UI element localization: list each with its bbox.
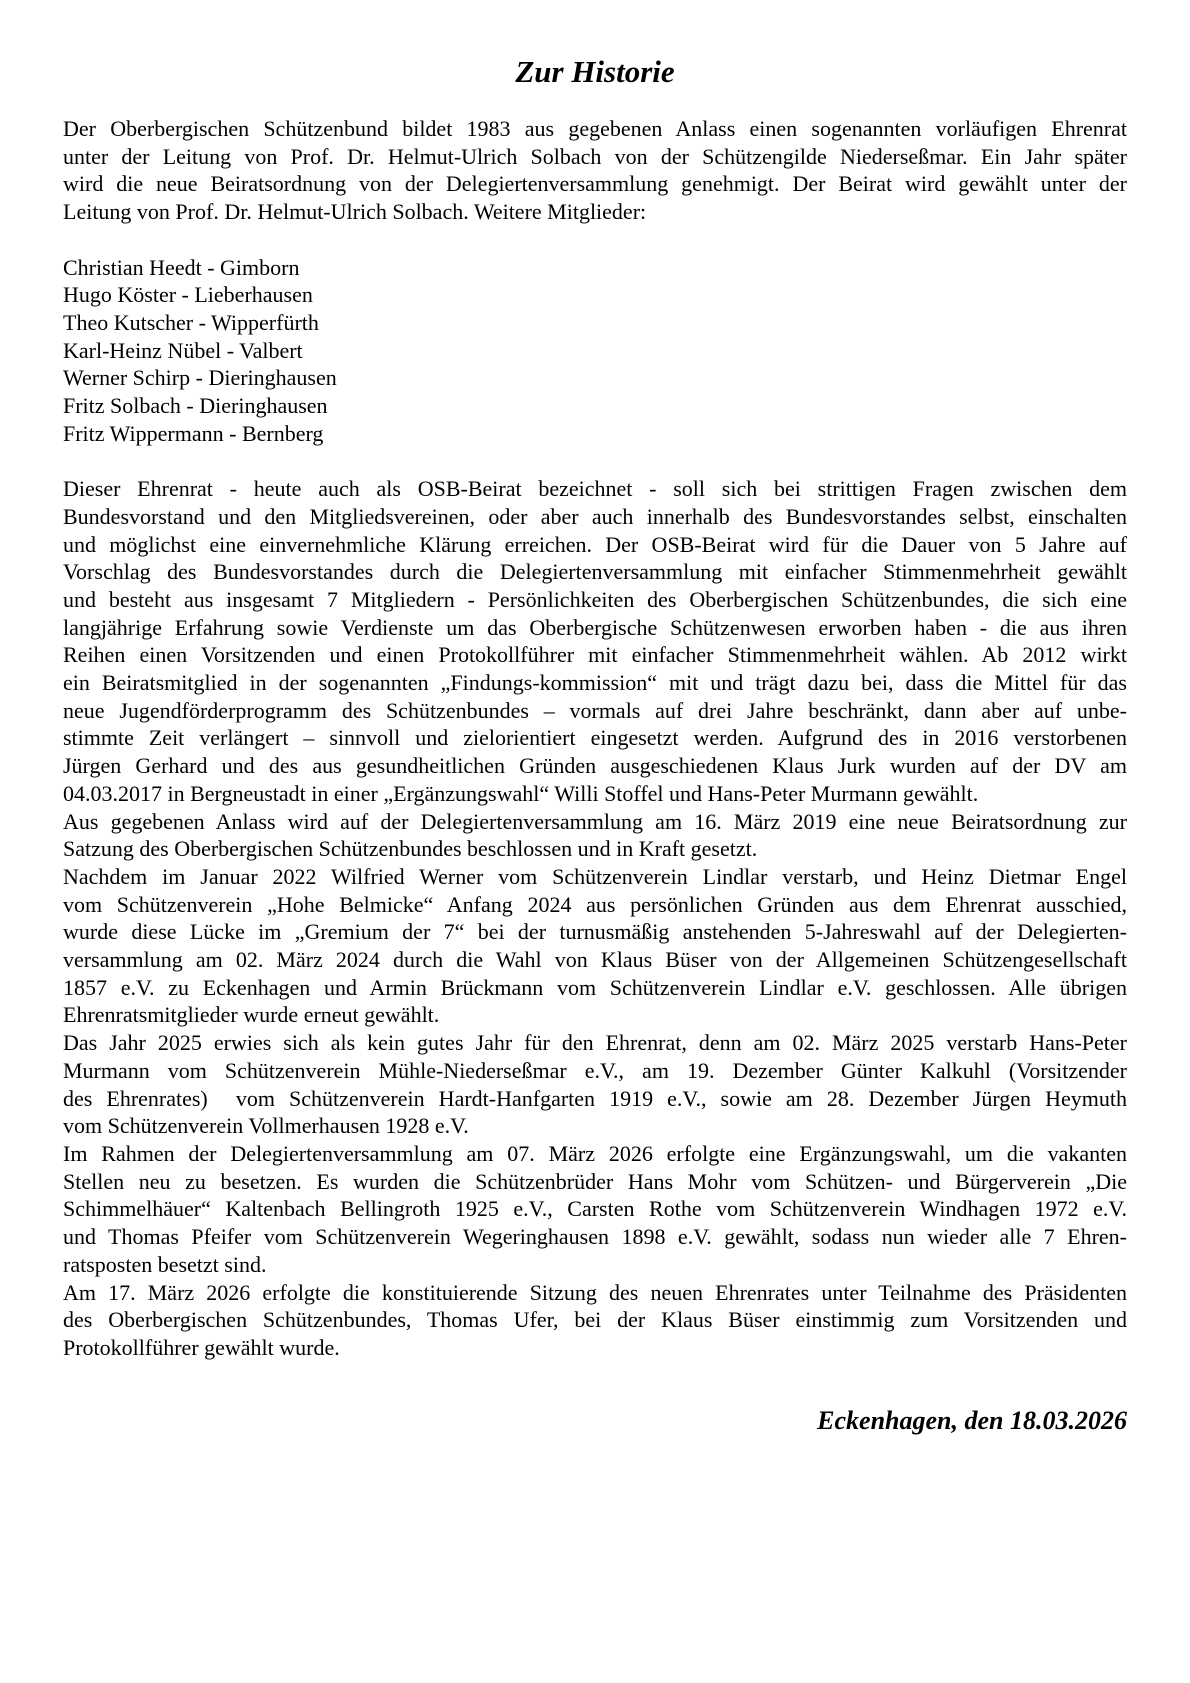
text-line: und möglichst eine einvernehmliche Klärung erreichen. Der OSB-Beirat wird für die Dauer von 5 Jahre auf: [63, 531, 1127, 557]
member-item: Werner Schirp - Dieringhausen: [63, 365, 337, 391]
text-line: Protokollführer gewählt wurde.: [63, 1334, 340, 1360]
text-line: Im Rahmen der Delegiertenversammlung am 07. März 2026 erfolgte eine Ergänzungswahl, um die vakanten: [63, 1140, 1127, 1166]
body-paragraph-jahr-2025: [63, 1029, 1127, 1140]
member-item: Hugo Köster - Lieberhausen: [63, 282, 313, 308]
body-paragraph-wahl-2024: [63, 863, 1127, 1029]
text-line: Schimmelhäuer“ Kaltenbach Bellingroth 1925 e.V., Carsten Rothe vom Schützenverein Windhagen 1972 e.V.: [63, 1196, 1127, 1222]
text-line: ein Beiratsmitglied in der sogenannten „Findungs-kommission“ mit und trägt dazu bei, dass die Mittel für das: [63, 670, 1127, 696]
text-line: wird die neue Beiratsordnung von der Delegiertenversammlung genehmigt. Der Beirat wird gewählt unter der: [63, 171, 1127, 197]
text-line: des Ehrenrates) vom Schützenverein Hardt-Hanfgarten 1919 e.V., sowie am 28. Dezember Jürgen Heymuth: [63, 1085, 1127, 1111]
text-line: Das Jahr 2025 erwies sich als kein gutes Jahr für den Ehrenrat, denn am 02. März 2025 verstarb Hans-Peter: [63, 1030, 1127, 1056]
text-line: Stellen neu zu besetzen. Es wurden die Schützenbrüder Hans Mohr vom Schützen- und Bürgerverein „Die: [63, 1168, 1127, 1194]
text-line: und besteht aus insgesamt 7 Mitgliedern - Persönlichkeiten des Oberbergischen Schützenbundes, die sich eine: [63, 586, 1127, 612]
text-line: stimmte Zeit verlängert – sinnvoll und zielorientiert eingesetzt werden. Aufgrund des in 2016 verstorbenen: [63, 725, 1127, 751]
body-paragraph-ehrenrat: [63, 475, 1127, 807]
text-line: Ehrenratsmitglieder wurde erneut gewählt.: [63, 1002, 440, 1028]
text-line: Aus gegebenen Anlass wird auf der Delegiertenversammlung am 16. März 2019 eine neue Beiratsordnung zur: [63, 808, 1127, 834]
text-line: unter der Leitung von Prof. Dr. Helmut-Ulrich Solbach von der Schützengilde Niederseßmar. Ein Jahr später: [63, 143, 1127, 169]
text-line: Vorschlag des Bundesvorstandes durch die Delegiertenversammlung mit einfacher Stimmenmehrheit gewählt: [63, 559, 1127, 585]
text-line: ratsposten besetzt sind.: [63, 1251, 267, 1277]
text-line: Jürgen Gerhard und des aus gesundheitlichen Gründen ausgeschiedenen Klaus Jurk wurden auf der DV am: [63, 753, 1127, 779]
text-line: Der Oberbergischen Schützenbund bildet 1983 aus gegebenen Anlass einen sogenannten vorläufigen Ehrenrat: [63, 116, 1127, 141]
member-item: Fritz Wippermann - Bernberg: [63, 420, 324, 446]
text-line: Bundesvorstand und den Mitgliedsvereinen, oder aber auch innerhalb des Bundesvorstandes selbst, einschalten: [63, 503, 1127, 529]
text-line: Dieser Ehrenrat - heute auch als OSB-Beirat bezeichnet - soll sich bei strittigen Fragen zwischen dem: [63, 476, 1127, 502]
members-list: [63, 254, 1127, 448]
text-line: Satzung des Oberbergischen Schützenbundes beschlossen und in Kraft gesetzt.: [63, 836, 758, 862]
text-line: Leitung von Prof. Dr. Helmut-Ulrich Solbach. Weitere Mitglieder:: [63, 199, 647, 225]
text-line: 1857 e.V. zu Eckenhagen und Armin Brückmann vom Schützenverein Lindlar e.V. geschlossen. Alle übrigen: [63, 974, 1127, 1000]
text-line: und Thomas Pfeifer vom Schützenverein Wegeringhausen 1898 e.V. gewählt, sodass nun wieder alle 7 Ehren-: [63, 1224, 1127, 1250]
text-line: Am 17. März 2026 erfolgte die konstituierende Sitzung des neuen Ehrenrates unter Teilnahme des Präsidenten: [63, 1279, 1127, 1305]
text-line: neue Jugendförderprogramm des Schützenbundes – vormals auf drei Jahre beschränkt, dann aber auf unbe-: [63, 697, 1127, 723]
member-item: Karl-Heinz Nübel - Valbert: [63, 337, 303, 363]
text-line: vom Schützenverein Vollmerhausen 1928 e.V.: [63, 1113, 469, 1139]
text-line: Nachdem im Januar 2022 Wilfried Werner vom Schützenverein Lindlar verstarb, und Heinz Dietmar Engel: [63, 863, 1127, 889]
text-line: Murmann vom Schützenverein Mühle-Niederseßmar e.V., am 19. Dezember Günter Kalkuhl (Vorsitzender: [63, 1057, 1127, 1083]
body-text: [63, 475, 1127, 1362]
member-item: Fritz Solbach - Dieringhausen: [63, 393, 328, 419]
text-line: langjährige Erfahrung sowie Verdienste um das Oberbergische Schützenwesen erworben haben - die aus ihren: [63, 614, 1127, 640]
text-line: wurde diese Lücke im „Gremium der 7“ bei der turnusmäßig anstehenden 5-Jahreswahl auf der Delegierten-: [63, 919, 1127, 945]
text-line: des Oberbergischen Schützenbundes, Thomas Ufer, bei der Klaus Büser einstimmig zum Vorsitzenden und: [63, 1307, 1127, 1333]
text-line: Reihen einen Vorsitzenden und einen Protokollführer mit einfacher Stimmenmehrheit wählen. Ab 2012 wirkt: [63, 642, 1127, 668]
body-paragraph-konstituierende-sitzung: [63, 1279, 1127, 1362]
body-paragraph-ergaenzungswahl-2026: [63, 1140, 1127, 1279]
page-title: Zur Historie: [515, 54, 675, 89]
member-item: Theo Kutscher - Wipperfürth: [63, 309, 319, 335]
text-line: vom Schützenverein „Hohe Belmicke“ Anfang 2024 aus persönlichen Gründen aus dem Ehrenrat ausschied,: [63, 891, 1127, 917]
text-line: versammlung am 02. März 2024 durch die Wahl von Klaus Büser von der Allgemeinen Schützengesellschaft: [63, 947, 1127, 973]
intro-paragraph: [63, 115, 1127, 226]
signature-dateline: Eckenhagen, den 18.03.2026: [817, 1405, 1127, 1435]
body-paragraph-beiratsordnung-2019: [63, 808, 1127, 863]
text-line: 04.03.2017 in Bergneustadt in einer „Ergänzungswahl“ Willi Stoffel und Hans-Peter Murmann gewählt.: [63, 780, 979, 806]
member-item: Christian Heedt - Gimborn: [63, 254, 300, 280]
